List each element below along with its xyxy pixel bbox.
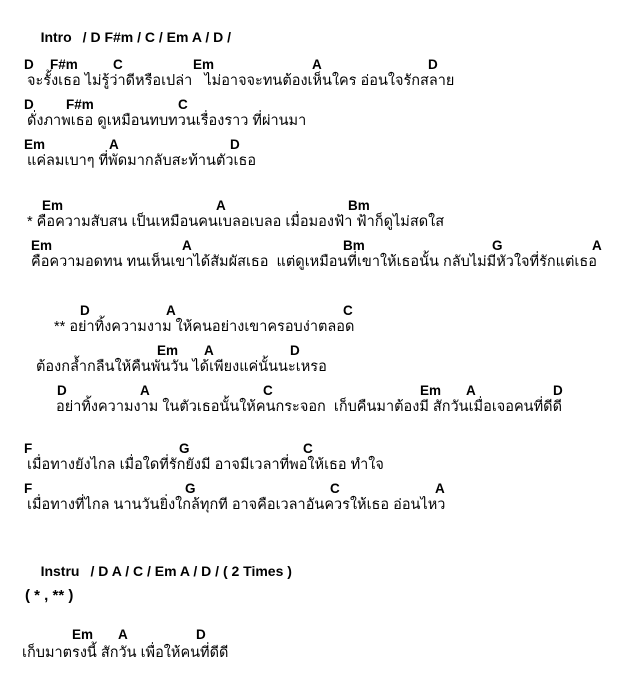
chord: F bbox=[24, 481, 33, 496]
chord: C bbox=[263, 383, 273, 398]
chord: D bbox=[553, 383, 563, 398]
chord: Em bbox=[42, 198, 64, 213]
chord: F bbox=[24, 441, 33, 456]
chord: A bbox=[204, 343, 214, 358]
chord: D bbox=[24, 97, 34, 112]
lyric-row: จะรั้งเธอ ไม่รู้ว่าดีหรือเปล่า ไม่อาจจะทนต้องเห็นใคร อ่อนใจรักสลาย bbox=[27, 73, 455, 89]
lyric-row: แค่ลมเบาๆ ที่พัดมากลับสะท้านตัวเธอ bbox=[27, 153, 257, 169]
chord: F#m bbox=[50, 57, 78, 72]
lyric-row: ต้องกล้ำกลืนให้คืนพันวัน ได้เพียงแค่นั้นนะเหรอ bbox=[36, 359, 327, 375]
lyric-row: * คือความสับสน เป็นเหมือนคนเบลอเบลอ เมื่อมองฟ้า ฟ้าก็ดูไม่สดใส bbox=[27, 214, 445, 230]
lyric-row: ** อย่าทิ้งความงาม ให้คนอย่างเขาครอบง่าตลอด bbox=[54, 319, 355, 335]
chord: C bbox=[303, 441, 313, 456]
chord: G bbox=[492, 238, 503, 253]
chord: A bbox=[166, 303, 176, 318]
chord: A bbox=[182, 238, 192, 253]
intro-section-label: Intro bbox=[40, 29, 72, 45]
instru-chord-progression: / D A / C / Em A / D / ( 2 Times ) bbox=[90, 563, 292, 579]
chord-row bbox=[0, 627, 620, 643]
chord: D bbox=[290, 343, 300, 358]
chord: D bbox=[230, 137, 240, 152]
chord: Bm bbox=[343, 238, 365, 253]
instru-section-label: Instru bbox=[40, 563, 80, 579]
chord: D bbox=[24, 57, 34, 72]
lyric-row: เก็บมาตรงนี้ สักวัน เพื่อให้คนที่ดีดี bbox=[22, 645, 229, 661]
chord: Em bbox=[31, 238, 53, 253]
chord: Em bbox=[193, 57, 215, 72]
chord: A bbox=[118, 627, 128, 642]
chord: Em bbox=[24, 137, 46, 152]
lyric-row: เมื่อทางที่ไกล นานวันยิ่งใกล้ทุกที อาจคือเวลาอันควรให้เธอ อ่อนไหว bbox=[27, 497, 446, 513]
chord: A bbox=[592, 238, 602, 253]
intro-line bbox=[25, 13, 231, 61]
chord: C bbox=[343, 303, 353, 318]
chord: D bbox=[428, 57, 438, 72]
chord: F#m bbox=[66, 97, 94, 112]
chord: C bbox=[178, 97, 188, 112]
lyric-row: คือความอดทน ทนเห็นเขาได้สัมผัสเธอ แต่ดูเหมือนที่เขาให้เธอนั้น กลับไม่มีหัวใจที่รักแต่เธอ bbox=[31, 254, 597, 270]
chord: C bbox=[113, 57, 123, 72]
chord: A bbox=[312, 57, 322, 72]
chord: G bbox=[179, 441, 190, 456]
chord: Bm bbox=[348, 198, 370, 213]
chord: Em bbox=[72, 627, 94, 642]
chord: A bbox=[140, 383, 150, 398]
lyric-row: ดั่งภาพเธอ ดูเหมือนทบทวนเรื่องราว ที่ผ่านมา bbox=[27, 113, 307, 129]
chord: A bbox=[466, 383, 476, 398]
chord: G bbox=[185, 481, 196, 496]
chord: A bbox=[109, 137, 119, 152]
repeat-note: ( * , ** ) bbox=[25, 587, 74, 604]
chord: D bbox=[80, 303, 90, 318]
chord: Em bbox=[157, 343, 179, 358]
chord: A bbox=[435, 481, 445, 496]
chord: C bbox=[330, 481, 340, 496]
chord: D bbox=[57, 383, 67, 398]
intro-chord-progression: / D F#m / C / Em A / D / bbox=[82, 29, 231, 45]
lyric-row: เมื่อทางยังไกล เมื่อใดที่รักยังมี อาจมีเวลาที่พอให้เธอ ทำใจ bbox=[27, 457, 384, 473]
lyric-row: อย่าทิ้งความงาม ในตัวเธอนั้นให้คนกระจอก เก็บคืนมาต้องมี สักวันเมื่อเจอคนที่ดีดี bbox=[56, 399, 562, 415]
chord: A bbox=[216, 198, 226, 213]
chord: D bbox=[196, 627, 206, 642]
chord: Em bbox=[420, 383, 442, 398]
